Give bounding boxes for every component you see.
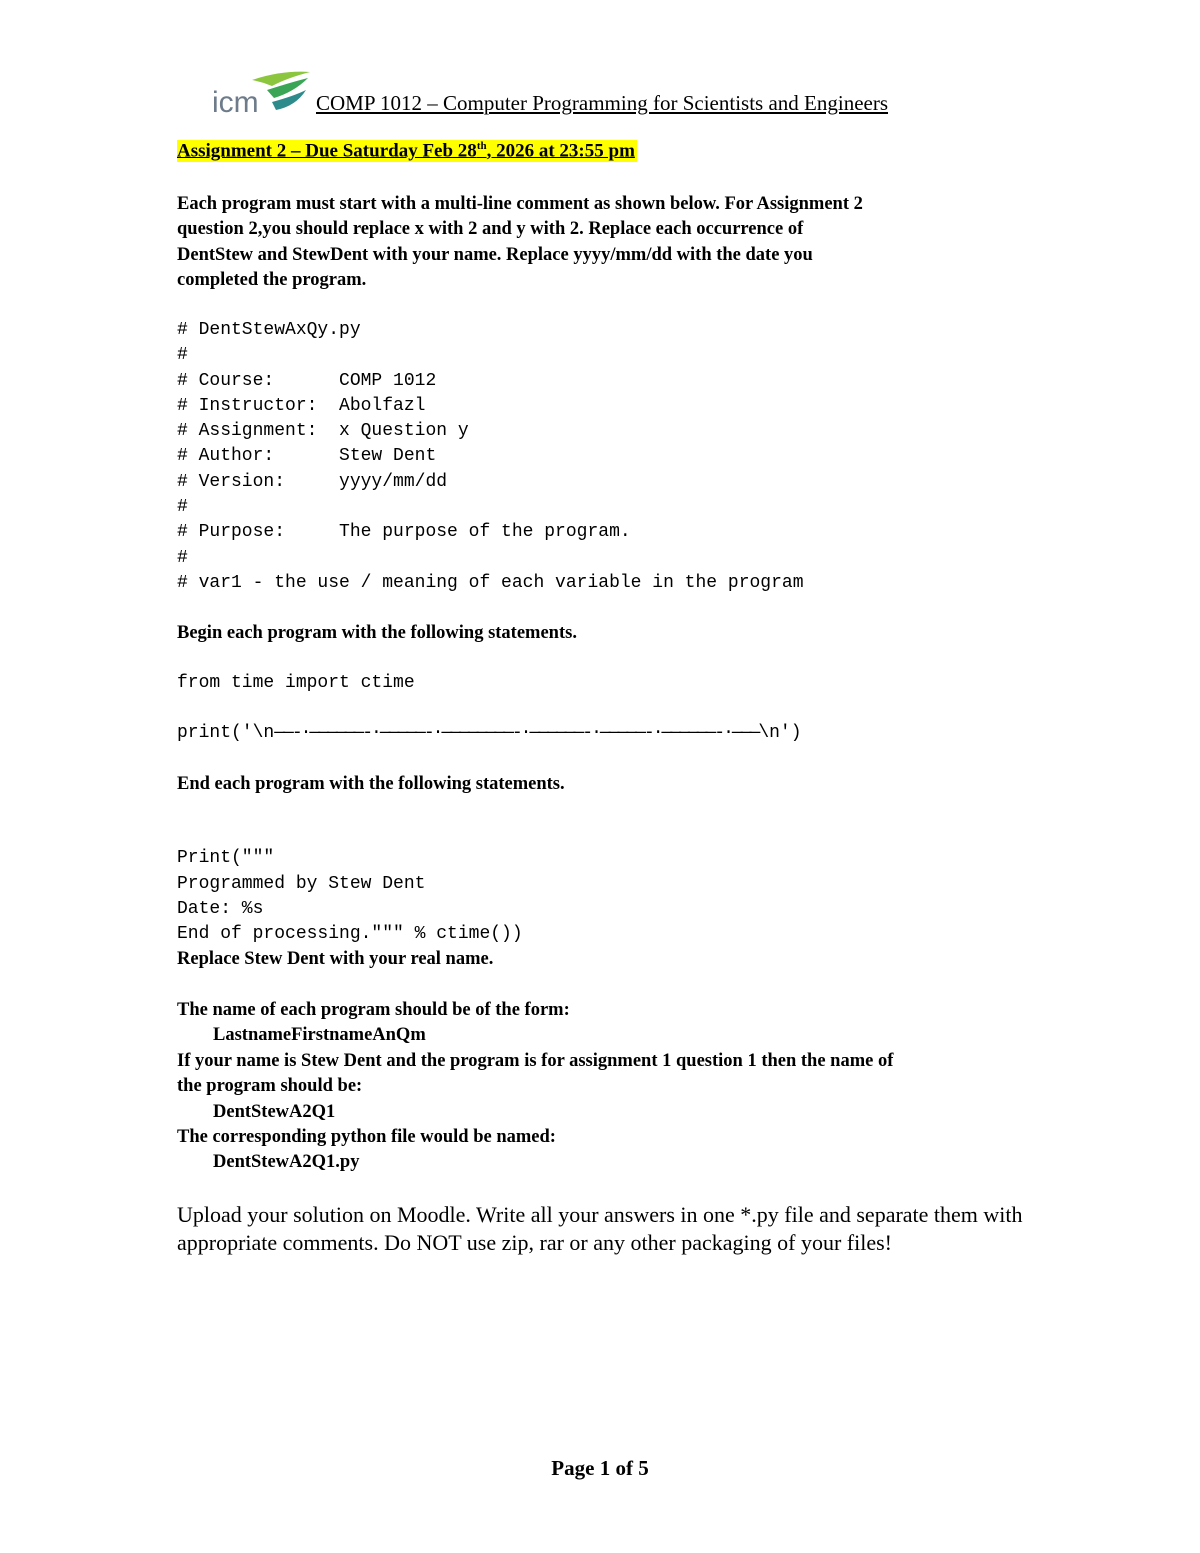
- code-line: # DentStewAxQy.py: [177, 320, 361, 340]
- end-block: [177, 821, 523, 947]
- code-line: # Instructor: Abolfazl: [177, 395, 426, 416]
- code-line: Print(""": [177, 848, 275, 869]
- import-line: from time import ctime: [177, 673, 415, 693]
- comment-block: [177, 318, 804, 596]
- print-dashes: ——-·——————-·—————-·————————-·——————-·—————-·——————-·———: [274, 723, 759, 743]
- code-line: Programmed by Stew Dent: [177, 873, 426, 894]
- text-line: The corresponding python file would be named:: [177, 1127, 556, 1148]
- code-line: # var1 - the use / meaning of each variable in the program: [177, 572, 804, 593]
- code-line: # Course: COMP 1012: [177, 370, 437, 391]
- svg-text:icm: icm: [212, 86, 259, 118]
- text-line: DentStewA2Q1: [213, 1101, 336, 1122]
- assignment-due-heading: [177, 140, 637, 162]
- text-line: If your name is Stew Dent and the program is for assignment 1 question 1 then the name of: [177, 1050, 894, 1071]
- text-line: completed the program.: [177, 270, 367, 291]
- code-line: # Version: yyyy/mm/dd: [177, 471, 448, 492]
- page-number: Page 1 of 5: [551, 1456, 649, 1480]
- text-line: the program should be:: [177, 1076, 363, 1097]
- text-line: Each program must start with a multi-line comment as shown below. For Assignment 2: [177, 194, 863, 214]
- text-line: LastnameFirstnameAnQm: [213, 1025, 426, 1046]
- code-line: # Purpose: The purpose of the program.: [177, 522, 631, 543]
- code-line: #: [177, 345, 188, 366]
- text-line: DentStewA2Q1.py: [213, 1152, 360, 1173]
- end-label: End each program with the following statements.: [177, 774, 565, 794]
- assignment-prefix: Assignment 2 – Due Saturday Feb 28: [177, 140, 477, 162]
- icm-logo: [212, 68, 312, 118]
- assignment-suffix: , 2026 at 23:55 pm: [486, 140, 635, 162]
- course-title: COMP 1012 – Computer Programming for Scientists and Engineers: [316, 91, 889, 115]
- naming-section: [177, 998, 893, 1176]
- code-line: # Author: Stew Dent: [177, 446, 437, 467]
- print-close: \n'): [758, 723, 802, 743]
- begin-label: Begin each program with the following statements.: [177, 623, 577, 643]
- code-line: Date: %s: [177, 898, 264, 919]
- code-line: # Assignment: x Question y: [177, 421, 469, 442]
- assignment-sup: th: [476, 140, 487, 152]
- upload-instructions: Upload your solution on Moodle. Write all your answers in one *.py file and separate them with appropriate comments. Do NOT use zip, rar or any other packaging of your files!: [177, 1202, 1023, 1255]
- code-line: End of processing.""" % ctime()): [177, 924, 523, 945]
- code-line: #: [177, 497, 188, 518]
- text-line: question 2,you should replace x with 2 and y with 2. Replace each occurrence of: [177, 219, 804, 240]
- text-line: The name of each program should be of the form:: [177, 1000, 570, 1020]
- code-line: #: [177, 547, 188, 568]
- intro-paragraph: [177, 192, 863, 294]
- print-line: [177, 721, 802, 746]
- print-open: print('\n: [177, 723, 275, 743]
- replace-note: Replace Stew Dent with your real name.: [177, 949, 494, 969]
- text-line: DentStew and StewDent with your name. Replace yyyy/mm/dd with the date you: [177, 244, 813, 265]
